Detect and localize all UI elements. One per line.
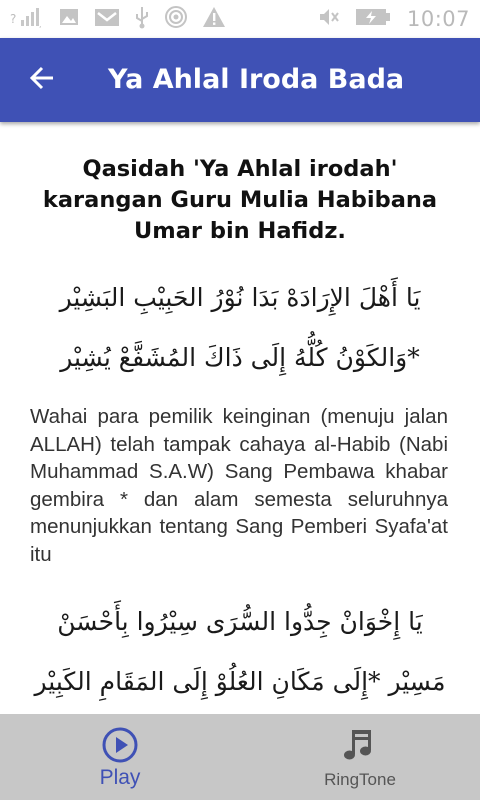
bottom-navigation: [0, 714, 480, 800]
arrow-back-icon: [29, 65, 55, 95]
image-icon: [58, 6, 80, 32]
page-title: Ya Ahlal Iroda Bada: [108, 64, 405, 95]
warning-icon: [202, 6, 226, 32]
translation-text: Wahai para pemilik keinginan (menuju jalan ALLAH) telah tampak cahaya al-Habib (Nabi Muhammad S.A.W) Sang Pembawa khabar gembira * dan alam semesta seluruhnya menunjukkan tentang Sang Pemberi Syafa'at itu: [30, 405, 448, 566]
qasidah-heading: Qasidah 'Ya Ahlal irodah' karangan Guru Mulia Habibana Umar bin Hafidz.: [42, 156, 438, 244]
back-button[interactable]: [22, 60, 62, 100]
usb-icon: [134, 5, 150, 33]
mute-icon: [317, 6, 341, 32]
svg-text:,: ,: [39, 20, 42, 28]
lyrics-content[interactable]: [0, 122, 480, 714]
app-bar: [0, 38, 480, 122]
signal-icon: [10, 6, 44, 32]
status-time: 10:07: [406, 7, 470, 31]
nav-label-ringtone: RingTone: [324, 770, 396, 789]
status-bar-left-icons: [10, 6, 226, 32]
battery-icon: [355, 6, 393, 32]
status-bar: [0, 0, 480, 38]
arabic-verse-1: يَا أَهْلَ الإِرَادَهْ بَدَا نُوْرُ الحَبِيْبِ البَشِيْر *وَالكَوْنُ كُلُّهُ إِلَى ذَاكَ المُشَفَّعْ يُشِيْر: [59, 283, 421, 372]
nav-item-ringtone[interactable]: [240, 714, 480, 800]
nav-item-play[interactable]: [0, 714, 240, 800]
hotspot-icon: [164, 5, 188, 33]
svg-text:?: ?: [10, 12, 17, 26]
arabic-verse-2: يَا إِخْوَانْ جِدُّوا السُّرَى سِيْرُوا بِأَحْسَنْ مَسِيْر *إِلَى مَكَانِ العُلُوْ إِلَى المَقَامِ الكَبِيْر: [34, 607, 446, 696]
mail-icon: [94, 6, 120, 32]
music-note-icon: [240, 726, 480, 764]
nav-label-play: Play: [99, 766, 141, 789]
status-bar-right-icons: [317, 6, 470, 32]
play-circle-icon: [0, 726, 240, 764]
